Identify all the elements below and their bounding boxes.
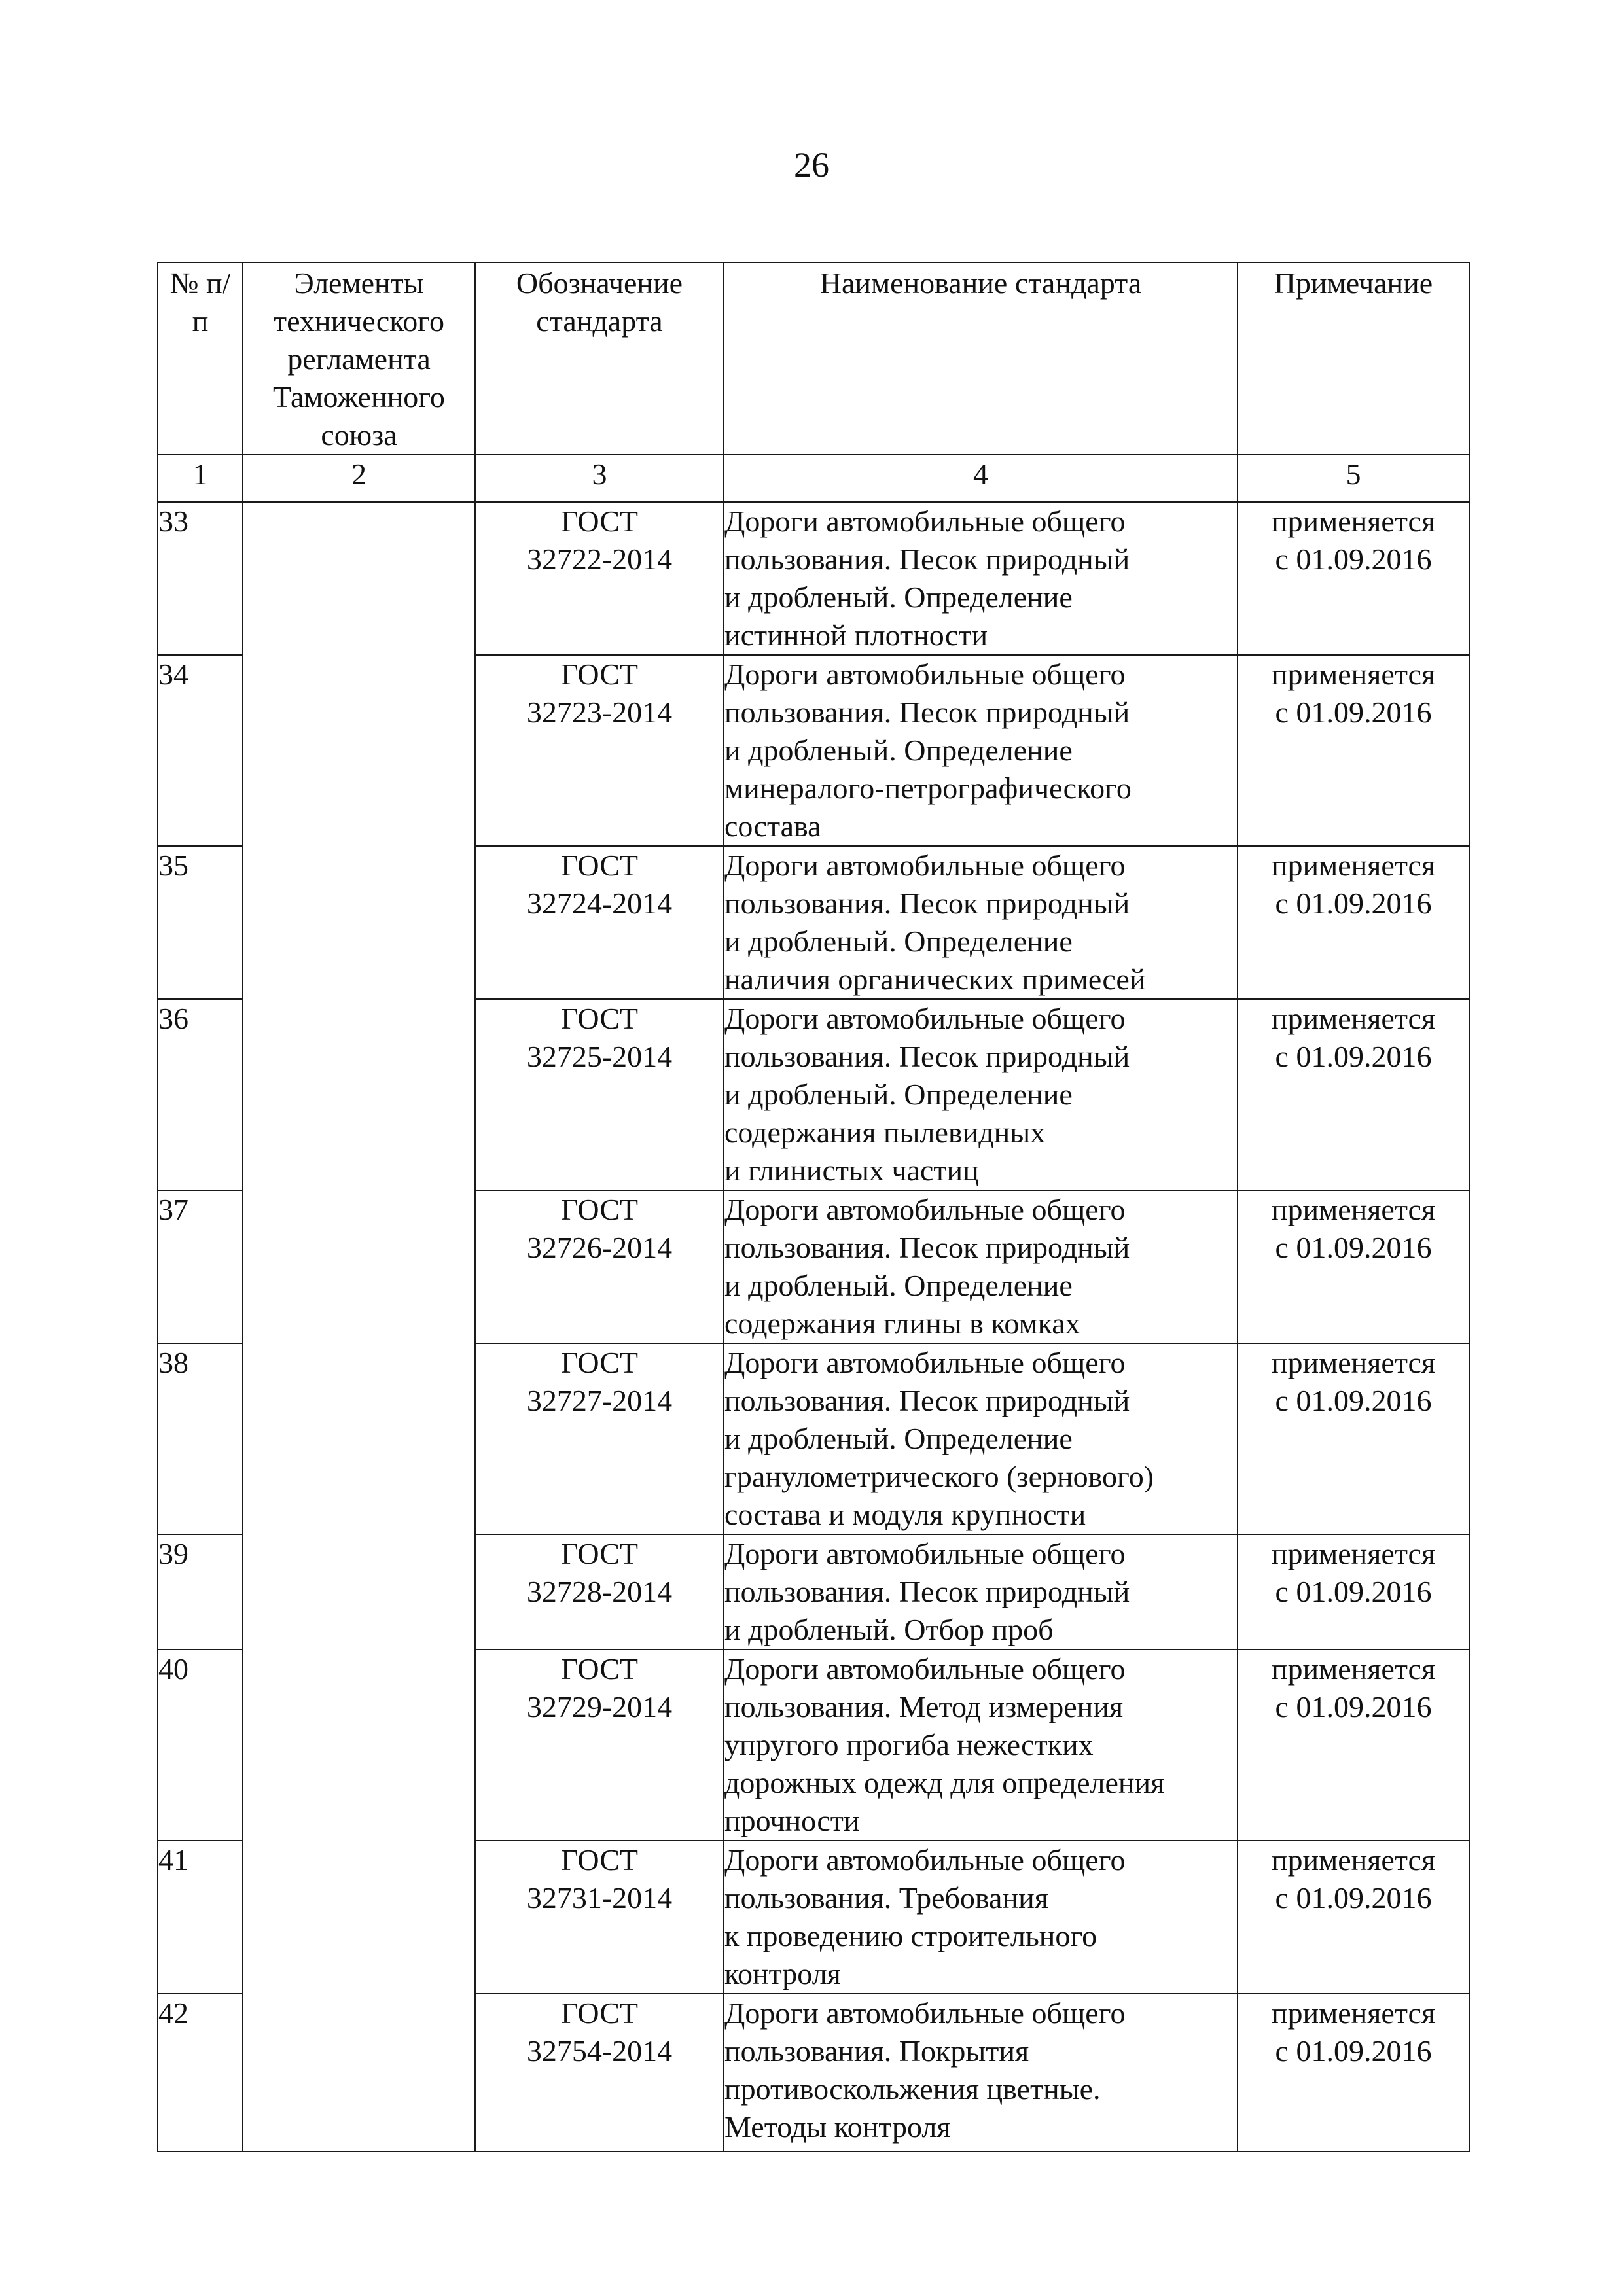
standard-code-number: 32729-2014	[526, 1690, 673, 1723]
note-status: применяется	[1271, 1537, 1436, 1570]
standard-name-line: Дороги автомобильные общего	[724, 1193, 1126, 1226]
standard-name-line: минералого-петрографического	[724, 771, 1132, 805]
standard-name-line: пользования. Песок природный	[724, 696, 1130, 729]
standard-code-prefix: ГОСТ	[560, 1002, 638, 1035]
header-row	[158, 262, 1469, 455]
standard-code	[475, 846, 724, 999]
standard-name-line: гранулометрического (зернового)	[724, 1460, 1154, 1493]
note-date: с 01.09.2016	[1275, 1690, 1432, 1723]
standard-code	[475, 1994, 724, 2151]
note-date: с 01.09.2016	[1275, 696, 1432, 729]
standard-name-line: пользования. Песок природный	[724, 1575, 1130, 1608]
standard-name	[724, 1841, 1238, 1994]
standard-code-prefix: ГОСТ	[560, 658, 638, 691]
standard-name-line: и дробленый. Определение	[724, 733, 1073, 767]
column-number: 1	[158, 455, 243, 502]
row-number: 36	[158, 999, 243, 1190]
row-number: 33	[158, 502, 243, 655]
note-cell	[1238, 1841, 1469, 1994]
standard-code-number: 32728-2014	[526, 1575, 673, 1608]
standard-code-prefix: ГОСТ	[560, 504, 638, 538]
standard-code	[475, 999, 724, 1190]
note-cell	[1238, 999, 1469, 1190]
standard-name-line: пользования. Требования	[724, 1881, 1048, 1915]
note-date: с 01.09.2016	[1275, 542, 1432, 576]
table-row	[158, 502, 1469, 655]
standard-code-prefix: ГОСТ	[560, 1996, 638, 2030]
note-status: применяется	[1271, 1346, 1436, 1379]
note-status: применяется	[1271, 1652, 1436, 1686]
note-cell	[1238, 846, 1469, 999]
standard-code	[475, 1534, 724, 1650]
standard-code	[475, 1841, 724, 1994]
note-cell	[1238, 1190, 1469, 1343]
standard-code-number: 32725-2014	[526, 1040, 673, 1073]
standard-code	[475, 655, 724, 846]
elements-cell	[243, 502, 475, 2151]
note-date: с 01.09.2016	[1275, 1384, 1432, 1417]
standard-name-line: пользования. Песок природный	[724, 1231, 1130, 1264]
standard-code-prefix: ГОСТ	[560, 1843, 638, 1877]
standard-name	[724, 1534, 1238, 1650]
standard-name-line: Дороги автомобильные общего	[724, 504, 1126, 538]
note-cell	[1238, 502, 1469, 655]
row-number: 40	[158, 1650, 243, 1841]
standard-name-line: Дороги автомобильные общего	[724, 1996, 1126, 2030]
note-cell	[1238, 1343, 1469, 1534]
standard-name	[724, 1994, 1238, 2151]
standard-code-number: 32727-2014	[526, 1384, 673, 1417]
column-number: 4	[724, 455, 1238, 502]
note-cell	[1238, 1994, 1469, 2151]
note-date: с 01.09.2016	[1275, 1231, 1432, 1264]
standard-name-line: состава и модуля крупности	[724, 1498, 1086, 1531]
note-status: применяется	[1271, 658, 1436, 691]
note-status: применяется	[1271, 504, 1436, 538]
standard-name-line: истинной плотности	[724, 618, 988, 652]
row-number: 39	[158, 1534, 243, 1650]
standard-code-number: 32723-2014	[526, 696, 673, 729]
standard-name-line: содержания пылевидных	[724, 1116, 1046, 1149]
standard-name-line: Дороги автомобильные общего	[724, 1346, 1126, 1379]
standard-name-line: наличия органических примесей	[724, 963, 1146, 996]
standard-name-line: контроля	[724, 1957, 841, 1990]
standard-code-prefix: ГОСТ	[560, 1537, 638, 1570]
standard-name-line: и дробленый. Определение	[724, 580, 1073, 614]
standard-name-line: и дробленый. Отбор проб	[724, 1613, 1054, 1646]
note-status: применяется	[1271, 1996, 1436, 2030]
standard-name-line: содержания глины в комках	[724, 1307, 1080, 1340]
column-numbers-row	[158, 455, 1469, 502]
standard-name-line: Дороги автомобильные общего	[724, 1537, 1126, 1570]
standard-name-line: состава	[724, 809, 821, 843]
standard-name	[724, 1343, 1238, 1534]
standard-name-line: пользования. Песок природный	[724, 887, 1130, 920]
standard-name-line: Дороги автомобильные общего	[724, 658, 1126, 691]
note-date: с 01.09.2016	[1275, 887, 1432, 920]
column-number: 3	[475, 455, 724, 502]
standard-name-line: и дробленый. Определение	[724, 1422, 1073, 1455]
note-date: с 01.09.2016	[1275, 2034, 1432, 2068]
note-status: применяется	[1271, 1002, 1436, 1035]
standard-name	[724, 1190, 1238, 1343]
standard-code-prefix: ГОСТ	[560, 1193, 638, 1226]
standard-name-line: и дробленый. Определение	[724, 1078, 1073, 1111]
standard-name-line: пользования. Песок природный	[724, 1040, 1130, 1073]
row-number: 41	[158, 1841, 243, 1994]
row-number: 35	[158, 846, 243, 999]
column-number: 5	[1238, 455, 1469, 502]
standard-code-number: 32722-2014	[526, 542, 673, 576]
standard-code-number: 32731-2014	[526, 1881, 673, 1915]
standard-code-prefix: ГОСТ	[560, 849, 638, 882]
standard-name-line: пользования. Метод измерения	[724, 1690, 1124, 1723]
note-date: с 01.09.2016	[1275, 1575, 1432, 1608]
note-date: с 01.09.2016	[1275, 1881, 1432, 1915]
table-body	[158, 502, 1469, 2151]
standard-code-prefix: ГОСТ	[560, 1346, 638, 1379]
standard-name-line: упругого прогиба нежестких	[724, 1728, 1094, 1761]
standard-code	[475, 502, 724, 655]
standard-name-line: и глинистых частиц	[724, 1154, 979, 1187]
row-number: 37	[158, 1190, 243, 1343]
standard-name-line: Дороги автомобильные общего	[724, 849, 1126, 882]
standard-name-line: пользования. Покрытия	[724, 2034, 1029, 2068]
standard-code	[475, 1650, 724, 1841]
standard-name-line: Дороги автомобильные общего	[724, 1002, 1126, 1035]
header-elements: Элементы технического регламента Таможенного союза	[243, 262, 475, 455]
standard-code	[475, 1190, 724, 1343]
standard-name	[724, 655, 1238, 846]
standard-name-line: пользования. Песок природный	[724, 542, 1130, 576]
standard-name	[724, 999, 1238, 1190]
standards-table	[157, 262, 1470, 2152]
standard-name-line: Методы контроля	[724, 2110, 951, 2144]
note-status: применяется	[1271, 849, 1436, 882]
note-status: применяется	[1271, 1843, 1436, 1877]
header-name: Наименование стандарта	[724, 262, 1238, 455]
header-code: Обозначение стандарта	[475, 262, 724, 455]
row-number: 42	[158, 1994, 243, 2151]
standard-name	[724, 502, 1238, 655]
standard-name-line: Дороги автомобильные общего	[724, 1652, 1126, 1686]
standard-name-line: противоскольжения цветные.	[724, 2072, 1101, 2106]
standard-name-line: и дробленый. Определение	[724, 925, 1073, 958]
standard-code-number: 32726-2014	[526, 1231, 673, 1264]
standard-name-line: и дробленый. Определение	[724, 1269, 1073, 1302]
column-number: 2	[243, 455, 475, 502]
standard-name-line: пользования. Песок природный	[724, 1384, 1130, 1417]
standard-name	[724, 846, 1238, 999]
note-date: с 01.09.2016	[1275, 1040, 1432, 1073]
page-number: 26	[794, 145, 829, 185]
standard-name-line: прочности	[724, 1804, 860, 1837]
header-note: Примечание	[1238, 262, 1469, 455]
standard-code-number: 32724-2014	[526, 887, 673, 920]
note-status: применяется	[1271, 1193, 1436, 1226]
standard-name-line: дорожных одежд для определения	[724, 1766, 1165, 1799]
standard-name-line: Дороги автомобильные общего	[724, 1843, 1126, 1877]
standard-name-line: к проведению строительного	[724, 1919, 1097, 1952]
row-number: 38	[158, 1343, 243, 1534]
standard-code	[475, 1343, 724, 1534]
note-cell	[1238, 1650, 1469, 1841]
note-cell	[1238, 655, 1469, 846]
standard-code-prefix: ГОСТ	[560, 1652, 638, 1686]
row-number: 34	[158, 655, 243, 846]
standard-code-number: 32754-2014	[526, 2034, 673, 2068]
note-cell	[1238, 1534, 1469, 1650]
header-num: № п/п	[158, 262, 243, 455]
standard-name	[724, 1650, 1238, 1841]
